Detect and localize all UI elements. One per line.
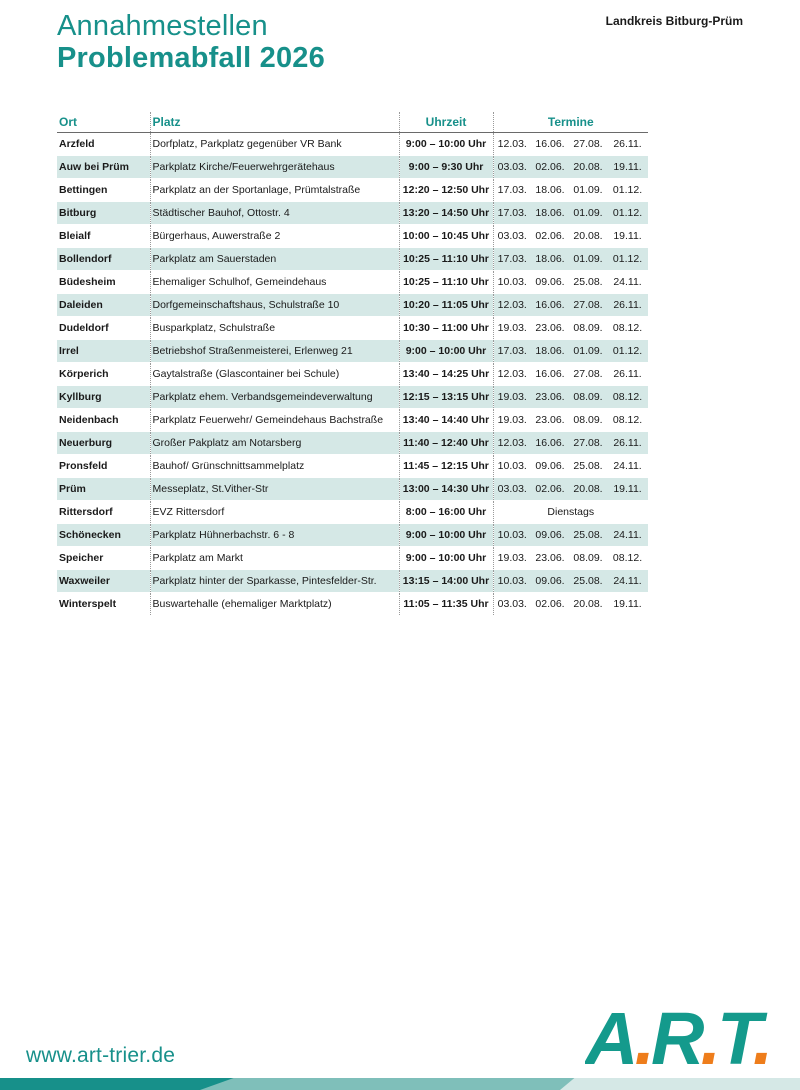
cell-termin: 10.03. bbox=[493, 455, 531, 478]
cell-termin: 09.06. bbox=[531, 455, 569, 478]
cell-termin: 19.11. bbox=[607, 478, 648, 501]
cell-termin: 10.03. bbox=[493, 570, 531, 593]
cell-termin: 27.08. bbox=[569, 294, 607, 317]
cell-termin: 09.06. bbox=[531, 570, 569, 593]
cell-termin: 24.11. bbox=[607, 271, 648, 294]
table-row bbox=[57, 340, 648, 363]
cell-platz: Messeplatz, St.Vither-Str bbox=[150, 478, 399, 501]
table-row bbox=[57, 386, 648, 409]
table-row bbox=[57, 317, 648, 340]
cell-termin: 02.06. bbox=[531, 225, 569, 248]
cell-termin: 18.06. bbox=[531, 202, 569, 225]
table-row bbox=[57, 524, 648, 547]
cell-termine-text: Dienstags bbox=[493, 501, 648, 524]
cell-termin: 12.03. bbox=[493, 133, 531, 156]
cell-uhrzeit: 9:00 – 10:00 Uhr bbox=[399, 524, 493, 547]
table-row bbox=[57, 570, 648, 593]
table-row bbox=[57, 133, 648, 156]
cell-uhrzeit: 10:20 – 11:05 Uhr bbox=[399, 294, 493, 317]
cell-termin: 08.12. bbox=[607, 317, 648, 340]
cell-termin: 17.03. bbox=[493, 248, 531, 271]
cell-ort: Schönecken bbox=[57, 524, 150, 547]
cell-termin: 08.09. bbox=[569, 386, 607, 409]
cell-termin: 20.08. bbox=[569, 593, 607, 616]
cell-termin: 08.09. bbox=[569, 547, 607, 570]
table-row bbox=[57, 593, 648, 616]
cell-termin: 19.03. bbox=[493, 409, 531, 432]
cell-uhrzeit: 13:40 – 14:40 Uhr bbox=[399, 409, 493, 432]
cell-uhrzeit: 13:15 – 14:00 Uhr bbox=[399, 570, 493, 593]
cell-termin: 19.11. bbox=[607, 156, 648, 179]
cell-ort: Waxweiler bbox=[57, 570, 150, 593]
cell-termin: 16.06. bbox=[531, 432, 569, 455]
cell-ort: Bettingen bbox=[57, 179, 150, 202]
cell-ort: Büdesheim bbox=[57, 271, 150, 294]
cell-termin: 10.03. bbox=[493, 524, 531, 547]
cell-ort: Arzfeld bbox=[57, 133, 150, 156]
cell-termin: 03.03. bbox=[493, 478, 531, 501]
column-header-uhrzeit: Uhrzeit bbox=[399, 112, 493, 133]
column-header-platz: Platz bbox=[150, 112, 399, 133]
cell-uhrzeit: 13:00 – 14:30 Uhr bbox=[399, 478, 493, 501]
cell-termin: 25.08. bbox=[569, 455, 607, 478]
cell-termin: 19.03. bbox=[493, 317, 531, 340]
cell-termin: 16.06. bbox=[531, 294, 569, 317]
cell-platz: Gaytalstraße (Glascontainer bei Schule) bbox=[150, 363, 399, 386]
cell-uhrzeit: 10:30 – 11:00 Uhr bbox=[399, 317, 493, 340]
cell-platz: Parkplatz hinter der Sparkasse, Pintesfelder-Str. bbox=[150, 570, 399, 593]
cell-ort: Pronsfeld bbox=[57, 455, 150, 478]
cell-termin: 03.03. bbox=[493, 225, 531, 248]
cell-platz: Bürgerhaus, Auwerstraße 2 bbox=[150, 225, 399, 248]
cell-termin: 16.06. bbox=[531, 363, 569, 386]
cell-ort: Winterspelt bbox=[57, 593, 150, 616]
cell-termin: 01.09. bbox=[569, 179, 607, 202]
cell-termin: 08.12. bbox=[607, 386, 648, 409]
cell-termin: 20.08. bbox=[569, 156, 607, 179]
cell-termin: 20.08. bbox=[569, 478, 607, 501]
cell-termin: 16.06. bbox=[531, 133, 569, 156]
cell-termin: 23.06. bbox=[531, 547, 569, 570]
cell-termin: 12.03. bbox=[493, 432, 531, 455]
cell-platz: Parkplatz Kirche/Feuerwehrgerätehaus bbox=[150, 156, 399, 179]
cell-uhrzeit: 11:45 – 12:15 Uhr bbox=[399, 455, 493, 478]
cell-uhrzeit: 9:00 – 10:00 Uhr bbox=[399, 547, 493, 570]
table-row bbox=[57, 202, 648, 225]
cell-ort: Bitburg bbox=[57, 202, 150, 225]
cell-uhrzeit: 10:25 – 11:10 Uhr bbox=[399, 271, 493, 294]
cell-ort: Neidenbach bbox=[57, 409, 150, 432]
cell-termin: 02.06. bbox=[531, 593, 569, 616]
cell-termin: 01.12. bbox=[607, 179, 648, 202]
cell-uhrzeit: 10:00 – 10:45 Uhr bbox=[399, 225, 493, 248]
page-title-line2: Problemabfall 2026 bbox=[57, 42, 325, 74]
cell-platz: Dorfgemeinschaftshaus, Schulstraße 10 bbox=[150, 294, 399, 317]
cell-termin: 20.08. bbox=[569, 225, 607, 248]
cell-uhrzeit: 10:25 – 11:10 Uhr bbox=[399, 248, 493, 271]
cell-termin: 23.06. bbox=[531, 386, 569, 409]
cell-termin: 27.08. bbox=[569, 363, 607, 386]
cell-platz: Betriebshof Straßenmeisterei, Erlenweg 21 bbox=[150, 340, 399, 363]
table-row bbox=[57, 294, 648, 317]
cell-termin: 27.08. bbox=[569, 432, 607, 455]
footer-bar-mid bbox=[200, 1078, 620, 1090]
cell-platz: Bauhof/ Grünschnittsammelplatz bbox=[150, 455, 399, 478]
website-link[interactable]: www.art-trier.de bbox=[26, 1044, 176, 1067]
cell-termin: 23.06. bbox=[531, 317, 569, 340]
cell-platz: Großer Pakplatz am Notarsberg bbox=[150, 432, 399, 455]
table-row bbox=[57, 478, 648, 501]
cell-platz: EVZ Rittersdorf bbox=[150, 501, 399, 524]
cell-termin: 08.09. bbox=[569, 317, 607, 340]
table-row bbox=[57, 156, 648, 179]
art-logo-text: A.R.T. bbox=[585, 998, 770, 1068]
cell-termin: 08.12. bbox=[607, 547, 648, 570]
cell-termin: 01.09. bbox=[569, 202, 607, 225]
cell-termin: 19.03. bbox=[493, 386, 531, 409]
cell-termin: 17.03. bbox=[493, 202, 531, 225]
cell-termin: 09.06. bbox=[531, 524, 569, 547]
cell-termin: 24.11. bbox=[607, 524, 648, 547]
cell-uhrzeit: 13:40 – 14:25 Uhr bbox=[399, 363, 493, 386]
table-row bbox=[57, 547, 648, 570]
cell-termin: 10.03. bbox=[493, 271, 531, 294]
column-header-termine: Termine bbox=[493, 112, 648, 133]
cell-ort: Bollendorf bbox=[57, 248, 150, 271]
cell-termin: 01.12. bbox=[607, 248, 648, 271]
cell-termin: 18.06. bbox=[531, 340, 569, 363]
cell-uhrzeit: 11:05 – 11:35 Uhr bbox=[399, 593, 493, 616]
cell-termin: 18.06. bbox=[531, 248, 569, 271]
table-row bbox=[57, 432, 648, 455]
cell-platz: Parkplatz am Markt bbox=[150, 547, 399, 570]
cell-ort: Dudeldorf bbox=[57, 317, 150, 340]
page-title-line1: Annahmestellen bbox=[57, 10, 268, 42]
cell-termin: 24.11. bbox=[607, 455, 648, 478]
cell-termin: 26.11. bbox=[607, 432, 648, 455]
cell-uhrzeit: 9:00 – 10:00 Uhr bbox=[399, 340, 493, 363]
schedule-table bbox=[57, 112, 648, 616]
cell-termin: 26.11. bbox=[607, 363, 648, 386]
cell-uhrzeit: 13:20 – 14:50 Uhr bbox=[399, 202, 493, 225]
cell-termin: 12.03. bbox=[493, 363, 531, 386]
table-row bbox=[57, 271, 648, 294]
cell-platz: Buswartehalle (ehemaliger Marktplatz) bbox=[150, 593, 399, 616]
region-label: Landkreis Bitburg-Prüm bbox=[605, 14, 743, 28]
cell-termin: 19.03. bbox=[493, 547, 531, 570]
cell-uhrzeit: 12:20 – 12:50 Uhr bbox=[399, 179, 493, 202]
cell-platz: Parkplatz am Sauerstaden bbox=[150, 248, 399, 271]
cell-termin: 17.03. bbox=[493, 340, 531, 363]
cell-uhrzeit: 9:00 – 10:00 Uhr bbox=[399, 133, 493, 156]
cell-platz: Ehemaliger Schulhof, Gemeindehaus bbox=[150, 271, 399, 294]
cell-uhrzeit: 8:00 – 16:00 Uhr bbox=[399, 501, 493, 524]
cell-termin: 02.06. bbox=[531, 478, 569, 501]
cell-uhrzeit: 12:15 – 13:15 Uhr bbox=[399, 386, 493, 409]
cell-ort: Auw bei Prüm bbox=[57, 156, 150, 179]
cell-ort: Bleialf bbox=[57, 225, 150, 248]
cell-termin: 03.03. bbox=[493, 156, 531, 179]
cell-termin: 01.09. bbox=[569, 248, 607, 271]
cell-termin: 08.09. bbox=[569, 409, 607, 432]
cell-termin: 01.12. bbox=[607, 340, 648, 363]
table-row bbox=[57, 363, 648, 386]
cell-ort: Prüm bbox=[57, 478, 150, 501]
cell-uhrzeit: 9:00 – 9:30 Uhr bbox=[399, 156, 493, 179]
cell-uhrzeit: 11:40 – 12:40 Uhr bbox=[399, 432, 493, 455]
cell-platz: Dorfplatz, Parkplatz gegenüber VR Bank bbox=[150, 133, 399, 156]
table-row bbox=[57, 455, 648, 478]
cell-ort: Rittersdorf bbox=[57, 501, 150, 524]
cell-termin: 25.08. bbox=[569, 570, 607, 593]
cell-platz: Busparkplatz, Schulstraße bbox=[150, 317, 399, 340]
cell-termin: 01.12. bbox=[607, 202, 648, 225]
cell-platz: Parkplatz an der Sportanlage, Prümtalstraße bbox=[150, 179, 399, 202]
table-row bbox=[57, 409, 648, 432]
table-header-row bbox=[57, 112, 648, 133]
cell-termin: 26.11. bbox=[607, 294, 648, 317]
cell-termin: 25.08. bbox=[569, 271, 607, 294]
cell-ort: Neuerburg bbox=[57, 432, 150, 455]
cell-termin: 17.03. bbox=[493, 179, 531, 202]
cell-termin: 02.06. bbox=[531, 156, 569, 179]
column-header-ort: Ort bbox=[57, 112, 150, 133]
cell-termin: 12.03. bbox=[493, 294, 531, 317]
table-row bbox=[57, 225, 648, 248]
cell-termin: 27.08. bbox=[569, 133, 607, 156]
cell-termin: 09.06. bbox=[531, 271, 569, 294]
footer-bar-light bbox=[560, 1078, 800, 1090]
table-row bbox=[57, 179, 648, 202]
cell-termin: 08.12. bbox=[607, 409, 648, 432]
cell-termin: 18.06. bbox=[531, 179, 569, 202]
cell-ort: Kyllburg bbox=[57, 386, 150, 409]
cell-ort: Speicher bbox=[57, 547, 150, 570]
table-row bbox=[57, 501, 648, 524]
cell-termin: 24.11. bbox=[607, 570, 648, 593]
cell-termin: 01.09. bbox=[569, 340, 607, 363]
cell-ort: Körperich bbox=[57, 363, 150, 386]
cell-termin: 23.06. bbox=[531, 409, 569, 432]
cell-platz: Städtischer Bauhof, Ottostr. 4 bbox=[150, 202, 399, 225]
cell-platz: Parkplatz Feuerwehr/ Gemeindehaus Bachstraße bbox=[150, 409, 399, 432]
cell-termin: 25.08. bbox=[569, 524, 607, 547]
table-row bbox=[57, 248, 648, 271]
art-logo bbox=[585, 998, 785, 1068]
cell-platz: Parkplatz ehem. Verbandsgemeindeverwaltung bbox=[150, 386, 399, 409]
cell-termin: 26.11. bbox=[607, 133, 648, 156]
cell-ort: Irrel bbox=[57, 340, 150, 363]
cell-termin: 03.03. bbox=[493, 593, 531, 616]
cell-platz: Parkplatz Hühnerbachstr. 6 - 8 bbox=[150, 524, 399, 547]
cell-ort: Daleiden bbox=[57, 294, 150, 317]
cell-termin: 19.11. bbox=[607, 225, 648, 248]
cell-termin: 19.11. bbox=[607, 593, 648, 616]
schedule-body bbox=[57, 133, 648, 616]
